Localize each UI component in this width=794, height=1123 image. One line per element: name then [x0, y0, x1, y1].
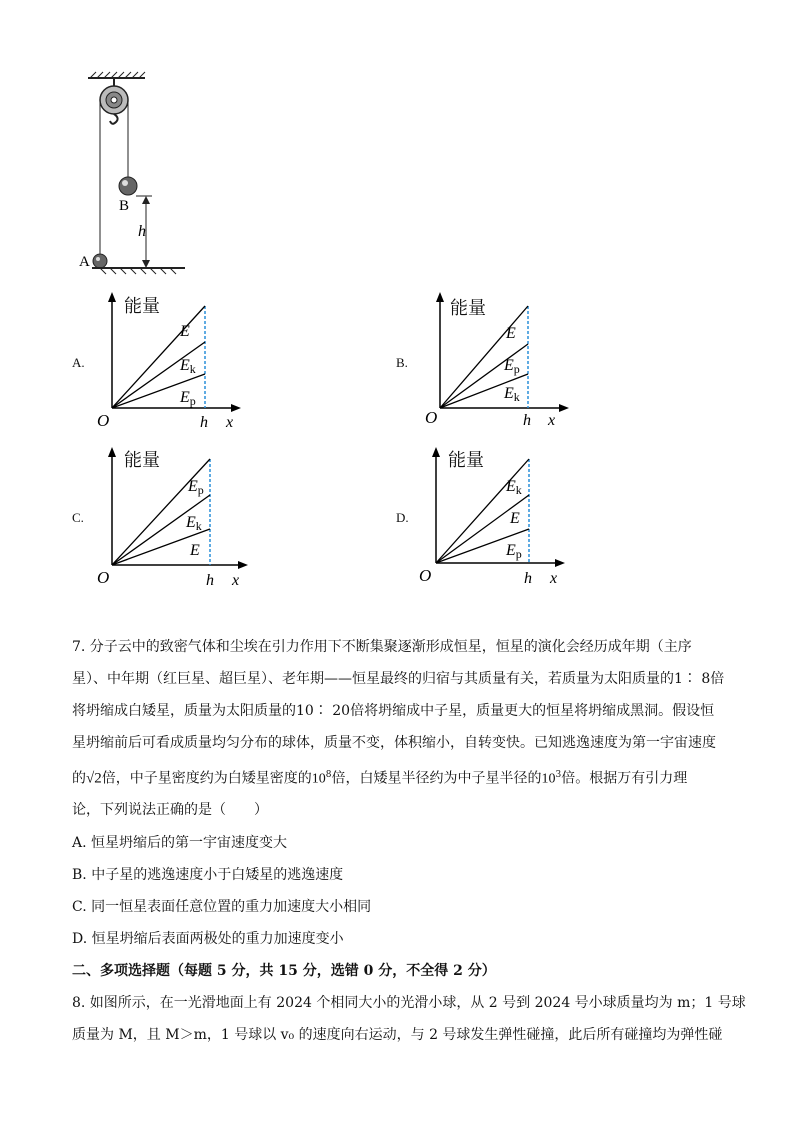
graph-c-line3: E	[190, 542, 200, 559]
pow1-exp: 8	[325, 770, 332, 780]
q8-line1: 8. 如图所示，在一光滑地面上有 2024 个相同大小的光滑小球，从 2 号到 2024 号小球质量均为 m；1 号球	[72, 995, 746, 1011]
graph-a-line2: Ek	[180, 357, 196, 376]
graph-c-line1: Ep	[188, 478, 204, 497]
option-a-letter: A.	[72, 355, 85, 370]
q7-line3: 将坍缩成白矮星，质量为太阳质量的10∶ 20倍将坍缩成中子星，质量更大的恒星将坍缩成黑洞。假设恒	[72, 703, 715, 719]
label-h: h	[138, 223, 146, 240]
q7-line5-mid: 倍，中子星密度约为白矮星密度的	[101, 770, 312, 787]
graph-b-ylabel: 能量	[450, 298, 486, 319]
section2-heading: 二、多项选择题（每题 5 分，共 15 分，选错 0 分，不全得 2 分）	[72, 963, 496, 979]
option-d-letter: D.	[396, 510, 409, 525]
graph-d-line2: E	[510, 510, 520, 527]
graph-d-h: h	[524, 570, 532, 587]
graph-d-x: x	[550, 570, 558, 587]
q8-line2: 质量为 M，且 M＞m，1 号球以 v₀ 的速度向右运动，与 2 号球发生弹性碰撞，此后所有碰撞均为弹性碰	[72, 1027, 723, 1043]
option-c-letter: C.	[72, 510, 84, 525]
pow2-base: 10	[541, 771, 556, 787]
graph-d	[416, 445, 576, 590]
graph-b-x: x	[548, 412, 556, 429]
label-b: B	[119, 198, 130, 214]
label-a: A	[79, 254, 90, 270]
q7-line5-post: 倍。根据万有引力理	[561, 770, 688, 787]
graph-c	[92, 445, 252, 590]
graph-c-x: x	[232, 572, 240, 589]
graph-c-ylabel: 能量	[124, 450, 160, 471]
q7-line5-pre: 的	[72, 770, 86, 787]
graph-a-h: h	[200, 414, 208, 431]
graph-d-ylabel: 能量	[448, 450, 484, 471]
sqrt2: √2	[86, 770, 102, 787]
graph-b-origin: O	[425, 408, 438, 427]
q7-line6: 论，下列说法正确的是（ ）	[72, 802, 268, 818]
q7-option-b: B. 中子星的逃逸速度小于白矮星的逃逸速度	[72, 867, 344, 883]
q7-line1: 7. 分子云中的致密气体和尘埃在引力作用下不断集聚逐渐形成恒星，恒星的演化会经历成年期（主序	[72, 639, 692, 655]
graph-d-origin: O	[419, 566, 432, 585]
pow2-exp: 3	[555, 770, 562, 780]
graph-a-origin: O	[97, 411, 110, 430]
q7-line5-mid2: 倍，白矮星半径约为中子星半径的	[331, 770, 542, 787]
graph-b-line2: Ep	[504, 357, 520, 376]
graph-a-x: x	[226, 414, 234, 431]
pow1-base: 10	[311, 771, 326, 787]
graph-c-origin: O	[97, 568, 110, 587]
option-b-letter: B.	[396, 355, 408, 370]
graph-c-line2: Ek	[186, 514, 202, 533]
q7-line5	[72, 765, 687, 790]
graph-b-h: h	[523, 412, 531, 429]
graph-b-line3: Ek	[504, 385, 520, 404]
graph-d-line1: Ek	[506, 478, 522, 497]
q7-option-c: C. 同一恒星表面任意位置的重力加速度大小相同	[72, 899, 372, 915]
graph-a-line3: Ep	[180, 389, 196, 408]
q7-line4: 星坍缩前后可看成质量均匀分布的球体，质量不变，体积缩小，自转变快。已知逃逸速度为第一宇宙速度	[72, 735, 716, 751]
graph-a-line1: E	[180, 323, 190, 340]
q7-option-d: D. 恒星坍缩后表面两极处的重力加速度变小	[72, 931, 344, 947]
q7-line2: 星）、中年期（红巨星、超巨星）、老年期——恒星最终的归宿与其质量有关，若质量为太阳质量的1∶ 8倍	[72, 671, 725, 687]
q7-option-a: A. 恒星坍缩后的第一宇宙速度变大	[72, 835, 288, 851]
graph-d-line3: Ep	[506, 542, 522, 561]
graph-b-line1: E	[506, 325, 516, 342]
graph-a	[92, 290, 252, 435]
pulley-figure	[70, 70, 200, 280]
graph-c-h: h	[206, 572, 214, 589]
graph-b	[420, 290, 580, 435]
graph-a-ylabel: 能量	[124, 296, 160, 317]
